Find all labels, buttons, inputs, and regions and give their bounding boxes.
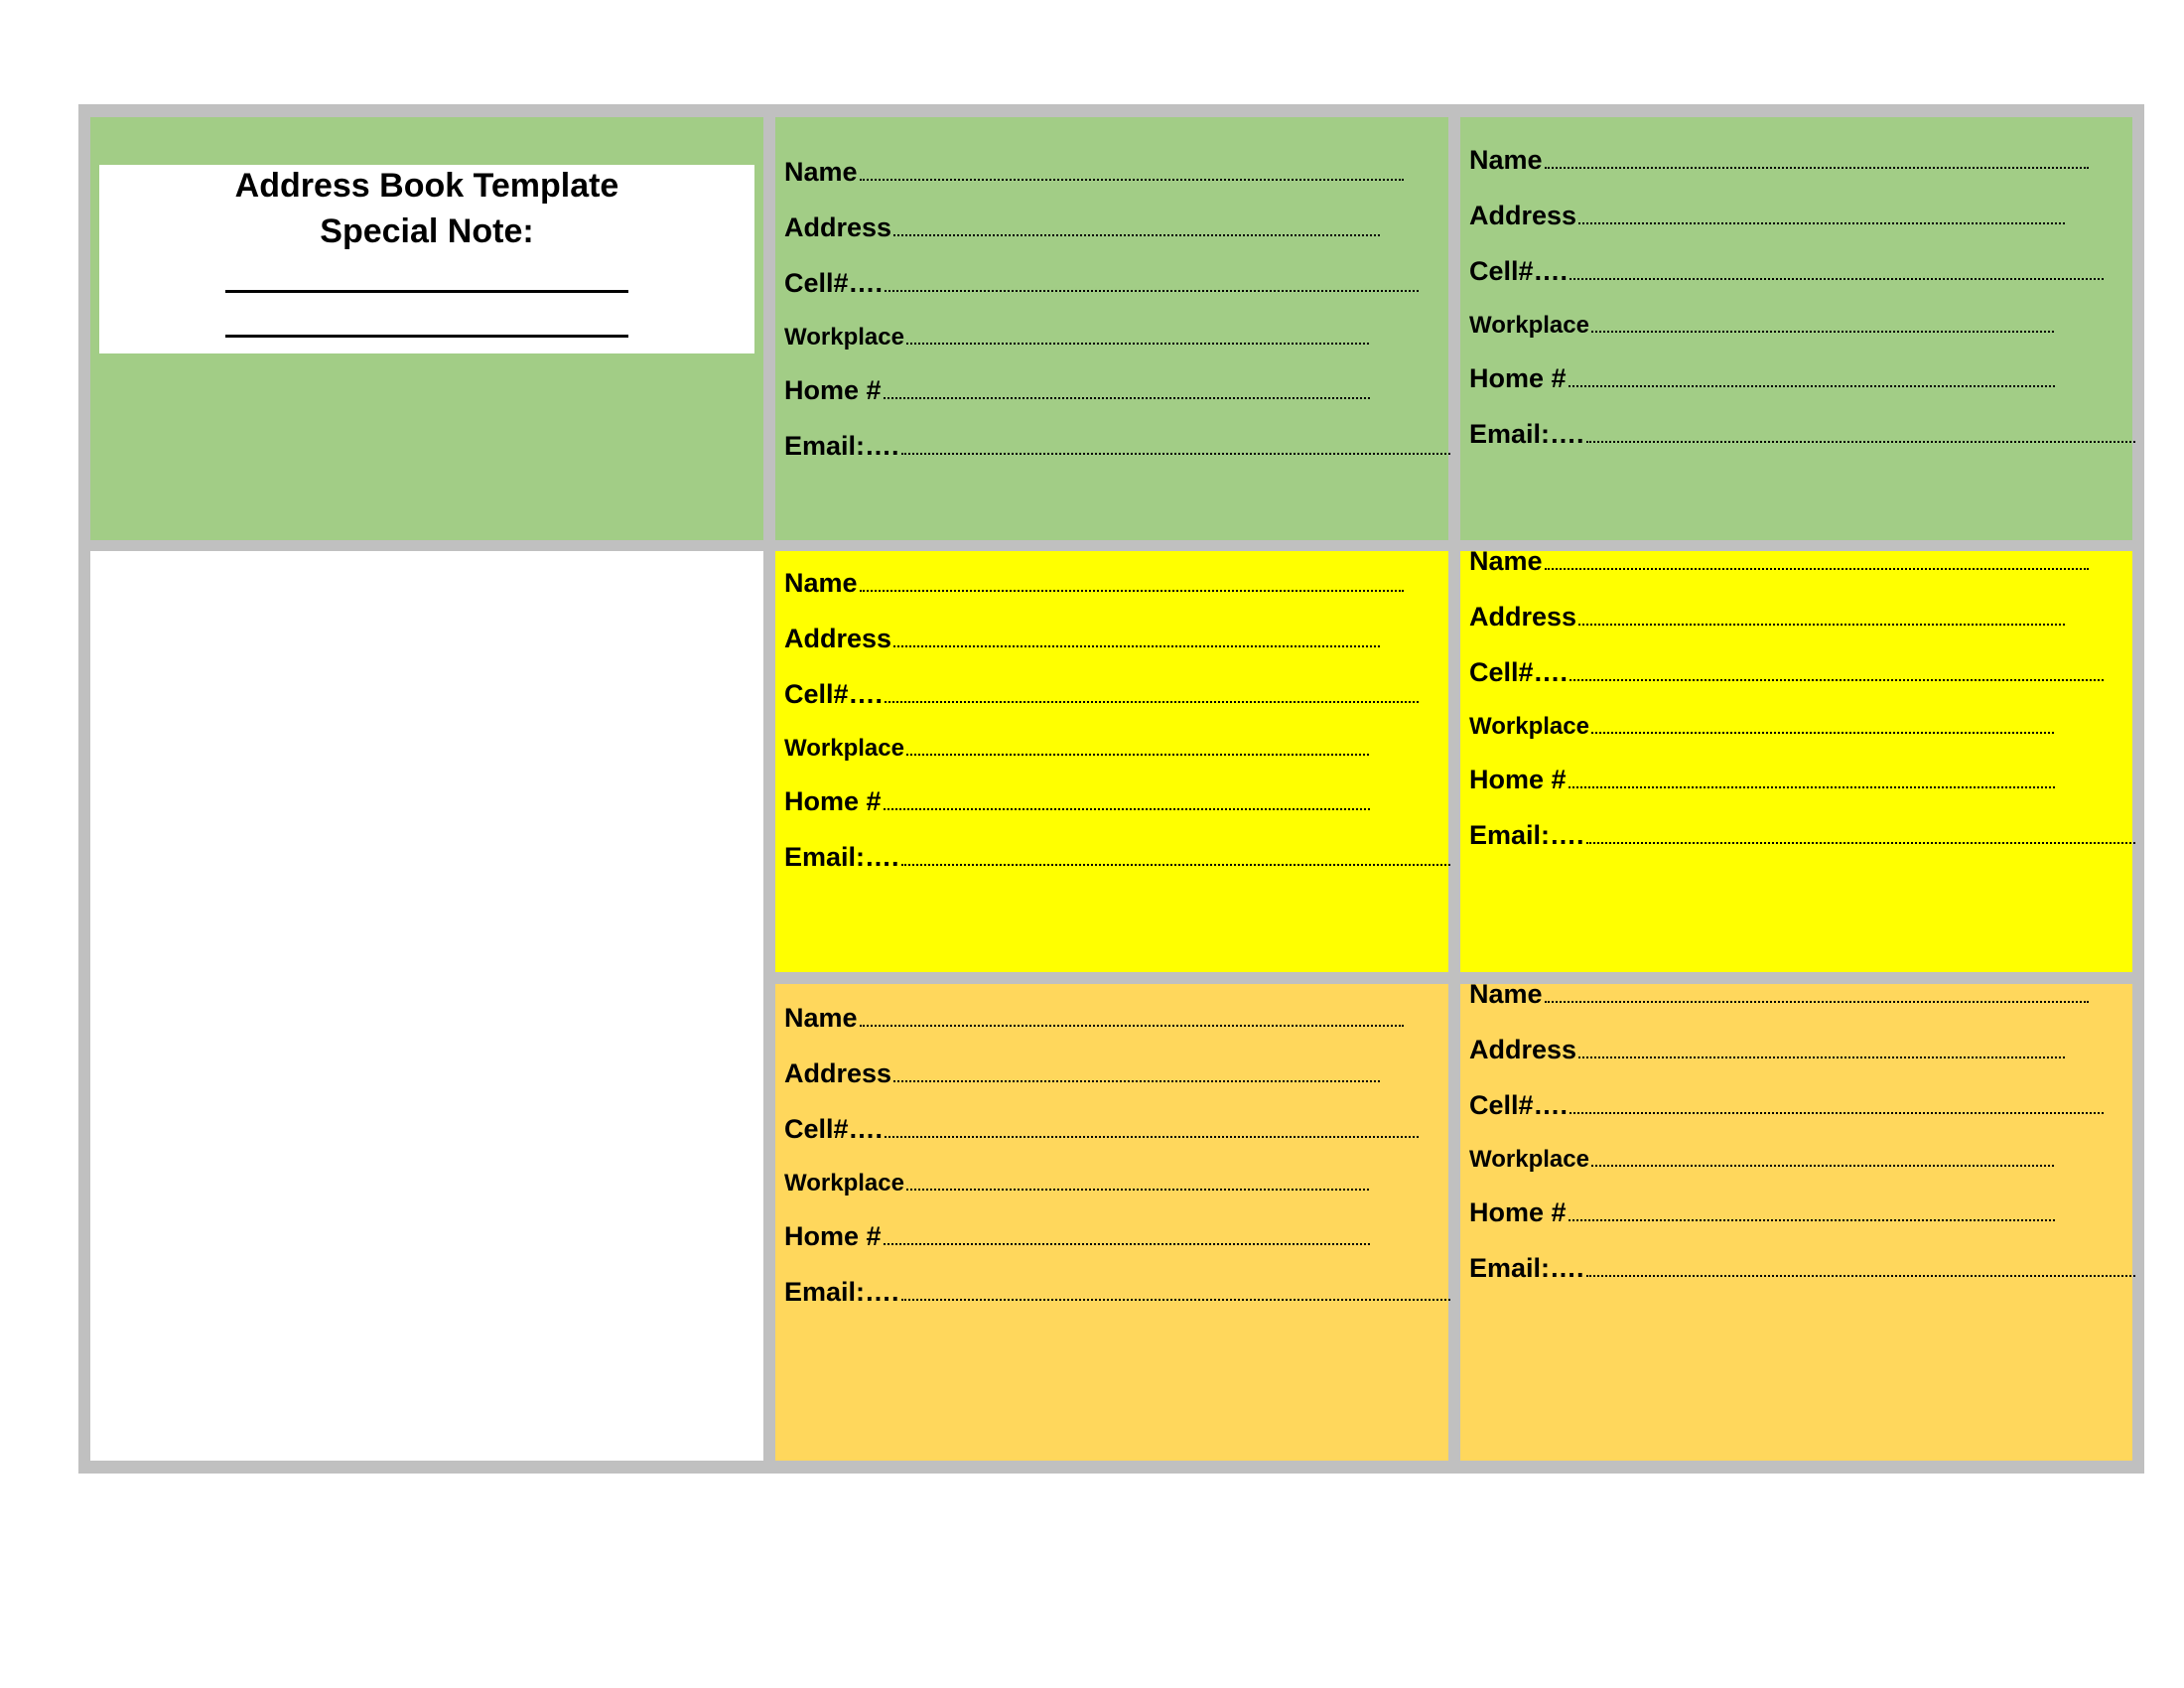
home-number-field	[1469, 1197, 2055, 1228]
address-label: Address	[1469, 1035, 1577, 1064]
cell-number-entry-line[interactable]	[885, 701, 1419, 703]
name-field	[1469, 979, 2089, 1010]
home-number-entry-line[interactable]	[884, 1243, 1370, 1245]
address-label: Address	[1469, 602, 1577, 632]
address-field	[784, 624, 1380, 654]
workplace-field	[784, 1170, 1369, 1197]
cell-number-label: Cell#….	[784, 268, 884, 298]
name-label: Name	[784, 568, 858, 598]
workplace-entry-line[interactable]	[1591, 331, 2054, 333]
workplace-entry-line[interactable]	[1591, 1165, 2054, 1167]
workplace-entry-line[interactable]	[1591, 732, 2054, 734]
address-field	[1469, 201, 2065, 231]
name-entry-line[interactable]	[1545, 167, 2089, 169]
name-label: Name	[1469, 546, 1543, 576]
home-number-entry-line[interactable]	[1569, 1219, 2055, 1221]
home-number-field	[784, 1221, 1370, 1252]
contact-card-3	[775, 551, 1448, 972]
special-note-label: Special Note:	[320, 212, 534, 250]
workplace-label: Workplace	[784, 1170, 904, 1196]
address-entry-line[interactable]	[893, 1080, 1380, 1082]
cell-number-label: Cell#….	[1469, 657, 1569, 687]
name-label: Name	[1469, 145, 1543, 175]
email-entry-line[interactable]	[901, 453, 1450, 455]
cell-number-field	[784, 1114, 1419, 1145]
note-line-1[interactable]	[225, 290, 628, 293]
name-label: Name	[784, 157, 858, 187]
name-field	[784, 157, 1404, 188]
cell-number-label: Cell#….	[784, 679, 884, 709]
name-field	[1469, 145, 2089, 176]
home-number-label: Home #	[1469, 363, 1567, 393]
address-entry-line[interactable]	[893, 645, 1380, 647]
email-label: Email:….	[784, 1277, 899, 1307]
contact-card-5	[775, 984, 1448, 1461]
cell-number-entry-line[interactable]	[1570, 278, 2104, 280]
cell-number-label: Cell#….	[1469, 1090, 1569, 1120]
name-field	[784, 568, 1404, 599]
home-number-label: Home #	[784, 375, 882, 405]
email-entry-line[interactable]	[901, 864, 1450, 866]
header-card	[90, 117, 763, 540]
workplace-entry-line[interactable]	[906, 343, 1369, 345]
workplace-field	[784, 324, 1369, 352]
workplace-field	[1469, 713, 2054, 741]
workplace-entry-line[interactable]	[906, 754, 1369, 756]
email-field	[784, 431, 1450, 462]
home-number-label: Home #	[1469, 1197, 1567, 1227]
cell-number-entry-line[interactable]	[885, 1136, 1419, 1138]
home-number-entry-line[interactable]	[884, 808, 1370, 810]
workplace-label: Workplace	[1469, 312, 1589, 339]
cell-number-entry-line[interactable]	[1570, 1112, 2104, 1114]
home-number-label: Home #	[1469, 765, 1567, 794]
name-entry-line[interactable]	[860, 1025, 1404, 1027]
address-label: Address	[1469, 201, 1577, 230]
email-entry-line[interactable]	[1586, 441, 2135, 443]
name-field	[784, 1003, 1404, 1034]
blank-panel	[90, 551, 763, 1461]
workplace-label: Workplace	[1469, 713, 1589, 740]
note-line-2[interactable]	[225, 335, 628, 338]
email-label: Email:….	[1469, 820, 1584, 850]
name-field	[1469, 546, 2089, 577]
home-number-field	[1469, 363, 2055, 394]
contact-card-2	[1460, 117, 2132, 540]
address-label: Address	[784, 624, 892, 653]
home-number-entry-line[interactable]	[1569, 786, 2055, 788]
home-number-label: Home #	[784, 1221, 882, 1251]
email-label: Email:….	[1469, 1253, 1584, 1283]
address-entry-line[interactable]	[1578, 222, 2065, 224]
email-label: Email:….	[784, 431, 899, 461]
workplace-field	[784, 735, 1369, 763]
name-label: Name	[784, 1003, 858, 1033]
name-label: Name	[1469, 979, 1543, 1009]
page-title: Address Book Template	[234, 167, 619, 205]
home-number-field	[784, 786, 1370, 817]
address-label: Address	[784, 1058, 892, 1088]
home-number-entry-line[interactable]	[884, 397, 1370, 399]
address-book-grid	[78, 104, 2144, 1474]
email-label: Email:….	[784, 842, 899, 872]
email-entry-line[interactable]	[1586, 1275, 2135, 1277]
cell-number-field	[1469, 657, 2104, 688]
cell-number-entry-line[interactable]	[885, 290, 1419, 292]
workplace-label: Workplace	[784, 735, 904, 762]
email-entry-line[interactable]	[901, 1299, 1450, 1301]
name-entry-line[interactable]	[860, 590, 1404, 592]
address-field	[784, 1058, 1380, 1089]
home-number-field	[1469, 765, 2055, 795]
cell-number-field	[1469, 1090, 2104, 1121]
cell-number-label: Cell#….	[784, 1114, 884, 1144]
email-field	[784, 842, 1450, 873]
name-entry-line[interactable]	[1545, 1001, 2089, 1003]
contact-card-6	[1460, 979, 2132, 1461]
cell-number-field	[784, 268, 1419, 299]
cell-number-entry-line[interactable]	[1570, 679, 2104, 681]
contact-card-1	[775, 117, 1448, 540]
address-field	[784, 212, 1380, 243]
name-entry-line[interactable]	[860, 179, 1404, 181]
email-field	[1469, 1253, 2135, 1284]
name-entry-line[interactable]	[1545, 568, 2089, 570]
email-field	[1469, 820, 2135, 851]
address-field	[1469, 602, 2065, 633]
address-entry-line[interactable]	[893, 234, 1380, 236]
home-number-entry-line[interactable]	[1569, 385, 2055, 387]
cell-number-field	[784, 679, 1419, 710]
workplace-entry-line[interactable]	[906, 1189, 1369, 1191]
home-number-label: Home #	[784, 786, 882, 816]
email-field	[784, 1277, 1450, 1308]
workplace-field	[1469, 312, 2054, 340]
email-field	[1469, 419, 2135, 450]
cell-number-label: Cell#….	[1469, 256, 1569, 286]
title-box	[99, 165, 754, 353]
home-number-field	[784, 375, 1370, 406]
email-label: Email:….	[1469, 419, 1584, 449]
address-field	[1469, 1035, 2065, 1065]
contact-card-4	[1460, 546, 2132, 972]
workplace-label: Workplace	[1469, 1146, 1589, 1173]
address-label: Address	[784, 212, 892, 242]
cell-number-field	[1469, 256, 2104, 287]
email-entry-line[interactable]	[1586, 842, 2135, 844]
address-entry-line[interactable]	[1578, 624, 2065, 626]
address-entry-line[interactable]	[1578, 1056, 2065, 1058]
workplace-label: Workplace	[784, 324, 904, 351]
workplace-field	[1469, 1146, 2054, 1174]
